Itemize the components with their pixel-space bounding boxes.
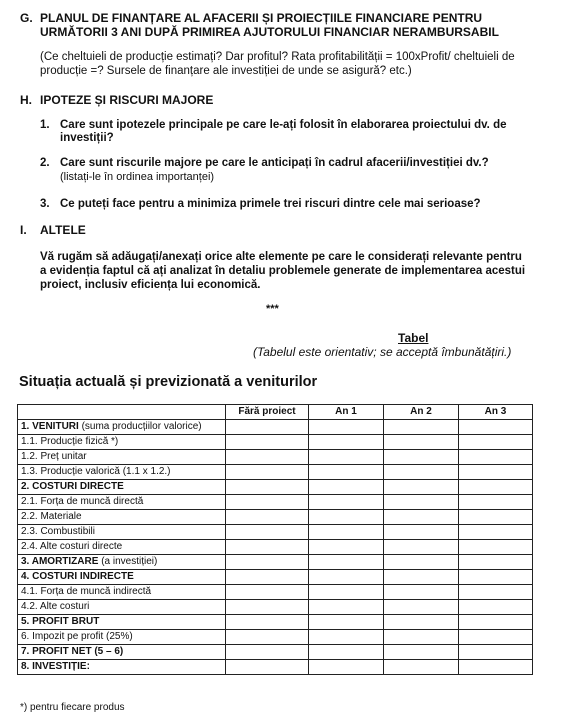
cell-fara-proiect[interactable] bbox=[226, 495, 309, 510]
row-label bbox=[18, 465, 226, 480]
h-item-2-number: 2. bbox=[40, 157, 50, 169]
row-label-main: 1. VENITURI bbox=[21, 421, 79, 432]
table-row bbox=[18, 465, 533, 480]
h-item-1-line1: Care sunt ipotezele principale pe care le-ați folosit în elaborarea proiectului dv. de bbox=[60, 119, 507, 131]
table-title: Situația actuală și previzionată a veniturilor bbox=[19, 374, 318, 390]
cell-an-2[interactable] bbox=[384, 480, 459, 495]
row-label bbox=[18, 525, 226, 540]
cell-fara-proiect[interactable] bbox=[226, 435, 309, 450]
cell-an-2[interactable] bbox=[384, 615, 459, 630]
row-label-sub: (a investiției) bbox=[98, 556, 158, 567]
cell-an-3[interactable] bbox=[459, 660, 533, 675]
cell-an-1[interactable] bbox=[309, 600, 384, 615]
cell-an-1[interactable] bbox=[309, 645, 384, 660]
separator-stars: *** bbox=[266, 303, 279, 315]
cell-an-1[interactable] bbox=[309, 525, 384, 540]
table-row bbox=[18, 585, 533, 600]
cell-fara-proiect[interactable] bbox=[226, 585, 309, 600]
cell-an-1[interactable] bbox=[309, 540, 384, 555]
header-an-1: An 1 bbox=[309, 405, 384, 420]
table-row bbox=[18, 420, 533, 435]
table-header-row bbox=[18, 405, 533, 420]
cell-an-3[interactable] bbox=[459, 555, 533, 570]
row-label bbox=[18, 495, 226, 510]
row-label-sub: 1.3. Producție valorică (1.1 x 1.2.) bbox=[21, 466, 171, 477]
section-g-title-line2: URMĂTORII 3 ANI DUPĂ PRIMIREA AJUTORULUI FINANCIAR NERAMBURSABIL bbox=[40, 25, 499, 39]
cell-an-2[interactable] bbox=[384, 600, 459, 615]
table-row bbox=[18, 600, 533, 615]
row-label-sub: (suma producțiilor valorice) bbox=[78, 421, 202, 432]
section-i-line2: a evidenția faptul că ați analizat în detaliu problemele generate de implementarea acestui bbox=[40, 265, 526, 277]
section-g-title-line1: PLANUL DE FINANȚARE AL AFACERII ȘI PROIECȚIILE FINANCIARE PENTRU bbox=[40, 11, 483, 25]
row-label-main: 8. INVESTIȚIE: bbox=[21, 661, 90, 672]
cell-an-3[interactable] bbox=[459, 615, 533, 630]
cell-an-1[interactable] bbox=[309, 630, 384, 645]
cell-an-1[interactable] bbox=[309, 660, 384, 675]
table-row bbox=[18, 615, 533, 630]
cell-fara-proiect[interactable] bbox=[226, 480, 309, 495]
row-label-sub: 2.2. Materiale bbox=[21, 511, 82, 522]
section-g-letter: G. bbox=[20, 11, 33, 25]
row-label bbox=[18, 480, 226, 495]
section-i-title: ALTELE bbox=[40, 223, 86, 237]
h-item-2-line2: (listați-le în ordinea importanței) bbox=[60, 171, 215, 183]
table-row bbox=[18, 630, 533, 645]
cell-fara-proiect[interactable] bbox=[226, 540, 309, 555]
table-row bbox=[18, 570, 533, 585]
cell-an-3[interactable] bbox=[459, 600, 533, 615]
header-fara-proiect: Fără proiect bbox=[226, 405, 309, 420]
row-label-sub: 2.1. Forța de muncă directă bbox=[21, 496, 144, 507]
cell-an-3[interactable] bbox=[459, 480, 533, 495]
header-empty-cell bbox=[18, 405, 226, 420]
cell-an-3[interactable] bbox=[459, 645, 533, 660]
row-label bbox=[18, 435, 226, 450]
header-an-3: An 3 bbox=[459, 405, 533, 420]
row-label bbox=[18, 510, 226, 525]
cell-fara-proiect[interactable] bbox=[226, 465, 309, 480]
row-label bbox=[18, 450, 226, 465]
cell-an-2[interactable] bbox=[384, 660, 459, 675]
row-label bbox=[18, 585, 226, 600]
tabel-note: (Tabelul este orientativ; se acceptă îmbunătățiri.) bbox=[253, 345, 512, 359]
cell-an-1[interactable] bbox=[309, 420, 384, 435]
cell-fara-proiect[interactable] bbox=[226, 630, 309, 645]
cell-fara-proiect[interactable] bbox=[226, 450, 309, 465]
row-label-main: 5. PROFIT BRUT bbox=[21, 616, 100, 627]
cell-an-2[interactable] bbox=[384, 540, 459, 555]
cell-an-1[interactable] bbox=[309, 495, 384, 510]
cell-an-1[interactable] bbox=[309, 585, 384, 600]
cell-fara-proiect[interactable] bbox=[226, 510, 309, 525]
cell-an-1[interactable] bbox=[309, 570, 384, 585]
table-row bbox=[18, 660, 533, 675]
row-label-main: 3. AMORTIZARE bbox=[21, 556, 99, 567]
row-label bbox=[18, 555, 226, 570]
row-label-sub: 2.3. Combustibili bbox=[21, 526, 95, 537]
row-label-sub: 1.2. Preț unitar bbox=[21, 451, 87, 462]
table-row bbox=[18, 555, 533, 570]
table-row bbox=[18, 495, 533, 510]
cell-an-2[interactable] bbox=[384, 510, 459, 525]
cell-fara-proiect[interactable] bbox=[226, 600, 309, 615]
cell-an-3[interactable] bbox=[459, 630, 533, 645]
h-item-3-line1: Ce puteți face pentru a minimiza primele trei riscuri dintre cele mai serioase? bbox=[60, 198, 481, 210]
row-label-sub: 6. Impozit pe profit (25%) bbox=[21, 631, 133, 642]
cell-an-2[interactable] bbox=[384, 525, 459, 540]
section-i-letter: I. bbox=[20, 223, 27, 237]
table-row bbox=[18, 510, 533, 525]
cell-an-1[interactable] bbox=[309, 510, 384, 525]
tabel-label: Tabel bbox=[398, 331, 429, 345]
cell-an-3[interactable] bbox=[459, 465, 533, 480]
row-label bbox=[18, 630, 226, 645]
row-label-main: 4. COSTURI INDIRECTE bbox=[21, 571, 134, 582]
cell-an-2[interactable] bbox=[384, 645, 459, 660]
row-label-main: 2. COSTURI DIRECTE bbox=[21, 481, 124, 492]
cell-an-3[interactable] bbox=[459, 420, 533, 435]
table-row bbox=[18, 540, 533, 555]
row-label-main: 7. PROFIT NET (5 – 6) bbox=[21, 646, 124, 657]
cell-an-2[interactable] bbox=[384, 495, 459, 510]
row-label bbox=[18, 600, 226, 615]
cell-an-3[interactable] bbox=[459, 585, 533, 600]
cell-an-2[interactable] bbox=[384, 570, 459, 585]
cell-an-3[interactable] bbox=[459, 525, 533, 540]
row-label-sub: 4.2. Alte costuri bbox=[21, 601, 90, 612]
h-item-1-line2: investiții? bbox=[60, 132, 114, 144]
cell-an-1[interactable] bbox=[309, 615, 384, 630]
cell-fara-proiect[interactable] bbox=[226, 420, 309, 435]
cell-an-2[interactable] bbox=[384, 465, 459, 480]
header-an-2: An 2 bbox=[384, 405, 459, 420]
cell-fara-proiect[interactable] bbox=[226, 660, 309, 675]
cell-fara-proiect[interactable] bbox=[226, 615, 309, 630]
footnote: *) pentru fiecare produs bbox=[20, 702, 125, 713]
row-label bbox=[18, 540, 226, 555]
row-label-sub: 2.4. Alte costuri directe bbox=[21, 541, 123, 552]
section-h-letter: H. bbox=[20, 93, 32, 107]
section-g-note-line2: producție =? Sursele de finanțare ale investiției de unde se asigură? etc.) bbox=[40, 65, 412, 77]
section-g-note-line1: (Ce cheltuieli de producție estimați? Dar profitul? Rata profitabilității = 100xProfit/ cheltuieli de bbox=[40, 51, 515, 63]
cell-an-2[interactable] bbox=[384, 555, 459, 570]
table-row bbox=[18, 480, 533, 495]
section-i-line1: Vă rugăm să adăugați/anexați orice alte elemente pe care le considerați relevante pentru bbox=[40, 251, 522, 263]
row-label-sub: 4.1. Forța de muncă indirectă bbox=[21, 586, 152, 597]
row-label bbox=[18, 420, 226, 435]
cell-an-3[interactable] bbox=[459, 540, 533, 555]
cell-an-1[interactable] bbox=[309, 465, 384, 480]
cell-an-3[interactable] bbox=[459, 495, 533, 510]
cell-an-1[interactable] bbox=[309, 435, 384, 450]
cell-fara-proiect[interactable] bbox=[226, 645, 309, 660]
financial-table bbox=[17, 404, 533, 675]
row-label bbox=[18, 570, 226, 585]
row-label-sub: 1.1. Producție fizică *) bbox=[21, 436, 119, 447]
section-h-title: IPOTEZE ȘI RISCURI MAJORE bbox=[40, 93, 214, 107]
section-i-line3: proiect, inclusiv eficiența lui economică. bbox=[40, 279, 261, 291]
h-item-1-number: 1. bbox=[40, 119, 50, 131]
table-row bbox=[18, 450, 533, 465]
cell-an-1[interactable] bbox=[309, 450, 384, 465]
cell-an-3[interactable] bbox=[459, 450, 533, 465]
cell-an-3[interactable] bbox=[459, 435, 533, 450]
cell-an-1[interactable] bbox=[309, 555, 384, 570]
cell-an-1[interactable] bbox=[309, 480, 384, 495]
row-label bbox=[18, 660, 226, 675]
cell-an-3[interactable] bbox=[459, 570, 533, 585]
cell-fara-proiect[interactable] bbox=[226, 525, 309, 540]
cell-an-2[interactable] bbox=[384, 585, 459, 600]
table-row bbox=[18, 435, 533, 450]
row-label bbox=[18, 645, 226, 660]
table-row bbox=[18, 645, 533, 660]
cell-an-3[interactable] bbox=[459, 510, 533, 525]
h-item-2-line1: Care sunt riscurile majore pe care le anticipați în cadrul afacerii/investiției dv.? bbox=[60, 157, 489, 169]
row-label bbox=[18, 615, 226, 630]
cell-an-2[interactable] bbox=[384, 630, 459, 645]
cell-fara-proiect[interactable] bbox=[226, 555, 309, 570]
cell-an-2[interactable] bbox=[384, 435, 459, 450]
h-item-3-number: 3. bbox=[40, 198, 50, 210]
table-row bbox=[18, 525, 533, 540]
cell-an-2[interactable] bbox=[384, 450, 459, 465]
cell-an-2[interactable] bbox=[384, 420, 459, 435]
cell-fara-proiect[interactable] bbox=[226, 570, 309, 585]
